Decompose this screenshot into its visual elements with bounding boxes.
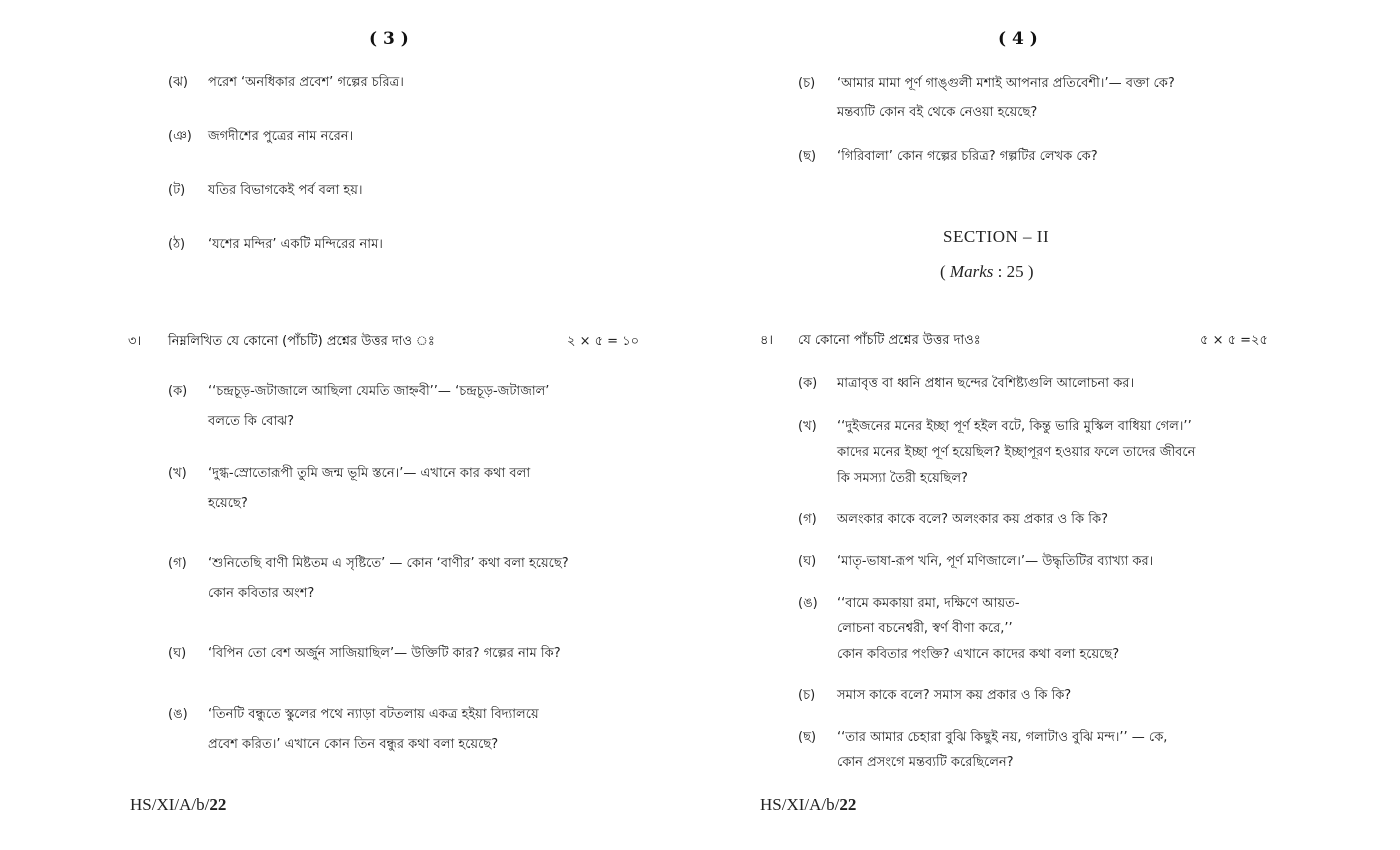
q4-ka-line1: মাত্রাবৃত্ত বা ধ্বনি প্রধান ছন্দের বৈশিষ্ট্যগুলি আলোচনা কর। bbox=[837, 376, 1135, 391]
marks-label: Marks bbox=[949, 262, 994, 281]
left-item-ta-text: যতির বিভাগকেই পর্ব বলা হয়। bbox=[208, 183, 363, 198]
q3-gha-line1: ‘বিপিন তো বেশ অর্জুন সাজিয়াছিল’— উক্তিটি কার? গল্পের নাম কি? bbox=[208, 646, 561, 661]
q4-ga-marker: (গ) bbox=[798, 512, 817, 527]
q4-uma-line2: লোচনা বচনেশ্বরী, স্বর্ণ বীণা করে,’’ bbox=[837, 621, 1013, 636]
question-3-text: নিম্নলিখিত যে কোনো (পাঁচটি) প্রশ্নের উত্তর দাও ঃ bbox=[168, 334, 435, 349]
q3-kha-line1: ‘দুগ্ধ-স্রোতোরূপী তুমি জন্ম ভূমি স্তনে।’— এখানে কার কথা বলা bbox=[208, 466, 531, 481]
q3-ga-marker: (গ) bbox=[168, 556, 187, 571]
right-footer-prefix: HS/XI/A/b/ bbox=[760, 795, 840, 814]
right-item-cha-line2: মন্তব্যটি কোন বই থেকে নেওয়া হয়েছে? bbox=[837, 105, 1038, 120]
q3-ka-line2: বলতে কি বোঝ? bbox=[208, 414, 294, 429]
question-4-marks: ৫ × ৫ =২৫ bbox=[1200, 333, 1268, 348]
question-3-marks: ২ × ৫ = ১০ bbox=[567, 334, 640, 349]
q4-uma-marker: (ঙ) bbox=[798, 596, 818, 611]
q4-kha-line2: কাদের মনের ইচ্ছা পূর্ণ হয়েছিল? ইচ্ছাপূরণ হওয়ার ফলে তাদের জীবনে bbox=[837, 445, 1196, 460]
marks-value: : 25 ) bbox=[993, 262, 1034, 281]
q4-uma-line3: কোন কবিতার পংক্তি? এখানে কাদের কথা বলা হয়েছে? bbox=[837, 647, 1120, 662]
marks-open: ( bbox=[940, 262, 950, 281]
q3-ga-line2: কোন কবিতার অংশ? bbox=[208, 586, 315, 601]
q4-uma-line1: ‘‘বামে কমকায়া রমা, দক্ষিণে আয়ত- bbox=[837, 596, 1020, 611]
left-item-tha-text: ‘যশের মন্দির’ একটি মন্দিরের নাম। bbox=[208, 237, 383, 252]
q4-chha-marker: (ছ) bbox=[798, 730, 817, 745]
right-footer-code bbox=[760, 795, 856, 815]
left-item-tha-marker: (ঠ) bbox=[168, 237, 186, 252]
left-item-nya-marker: (ঞ) bbox=[168, 129, 192, 144]
q4-gha-line1: ‘মাতৃ-ভাষা-রূপ খনি, পূর্ণ মণিজালে।’— উদ্ধৃতিটির ব্যাখ্যা কর। bbox=[837, 554, 1154, 569]
q3-ka-line1: ‘‘চন্দ্রচূড়-জটাজালে আছিলা যেমতি জাহ্নবী’’— ‘চন্দ্রচূড়-জটাজাল’ bbox=[208, 384, 550, 399]
q4-ka-marker: (ক) bbox=[798, 376, 818, 391]
q3-ga-line1: ‘শুনিতেছি বাণী মিষ্টতম এ সৃষ্টিতে’ — কোন ‘বাণীর’ কথা বলা হয়েছে? bbox=[208, 556, 569, 571]
right-item-cha-line1: ‘আমার মামা পূর্ণ গাঙ্গুলী মশাই আপনার প্রতিবেশী।’— বক্তা কে? bbox=[837, 76, 1175, 91]
q3-kha-marker: (খ) bbox=[168, 466, 187, 481]
q4-kha-marker: (খ) bbox=[798, 419, 817, 434]
left-item-nya-text: জগদীশের পুত্রের নাম নরেন। bbox=[208, 129, 354, 144]
q4-kha-line3: কি সমস্যা তৈরী হয়েছিল? bbox=[837, 471, 968, 486]
q4-chha-line1: ‘‘তার আমার চেহারা বুঝি কিছুই নয়, গলাটাও বুঝি মন্দ।’’ — কে, bbox=[837, 730, 1168, 745]
q3-gha-marker: (ঘ) bbox=[168, 646, 187, 661]
right-footer-number: 22 bbox=[839, 795, 857, 814]
section-marks bbox=[940, 262, 1034, 282]
left-footer-prefix: HS/XI/A/b/ bbox=[130, 795, 210, 814]
right-item-chha-marker: (ছ) bbox=[798, 149, 817, 164]
left-footer-number: 22 bbox=[209, 795, 227, 814]
left-item-ta-marker: (ট) bbox=[168, 183, 186, 198]
q4-cha-marker: (চ) bbox=[798, 688, 816, 703]
q3-uma-marker: (ঙ) bbox=[168, 707, 188, 722]
question-4-text: যে কোনো পাঁচটি প্রশ্নের উত্তর দাওঃ bbox=[798, 333, 981, 348]
question-4-number: ৪। bbox=[760, 333, 774, 348]
left-page-number: ( 3 ) bbox=[369, 29, 409, 49]
q3-kha-line2: হয়েছে? bbox=[208, 496, 248, 511]
q4-ga-line1: অলংকার কাকে বলে? অলংকার কয় প্রকার ও কি কি? bbox=[837, 512, 1108, 527]
q3-ka-marker: (ক) bbox=[168, 384, 188, 399]
left-item-jha-text: পরেশ ‘অনধিকার প্রবেশ’ গল্পের চরিত্র। bbox=[208, 75, 404, 90]
left-footer-code bbox=[130, 795, 226, 815]
q4-kha-line1: ‘‘দুইজনের মনের ইচ্ছা পূর্ণ হইল বটে, কিন্তু ভারি মুস্কিল বাধিয়া গেল।’’ bbox=[837, 419, 1192, 434]
right-item-chha-line1: ‘গিরিবালা’ কোন গল্পের চরিত্র? গল্পটির লেখক কে? bbox=[837, 149, 1098, 164]
q4-cha-line1: সমাস কাকে বলে? সমাস কয় প্রকার ও কি কি? bbox=[837, 688, 1072, 703]
right-page-number: ( 4 ) bbox=[998, 29, 1038, 49]
q4-chha-line2: কোন প্রসংগে মন্তব্যটি করেছিলেন? bbox=[837, 755, 1014, 770]
section-title: SECTION – II bbox=[943, 227, 1050, 246]
q3-uma-line2: প্রবেশ করিত।’ এখানে কোন তিন বন্ধুর কথা বলা হয়েছে? bbox=[208, 737, 499, 752]
right-item-cha-marker: (চ) bbox=[798, 76, 816, 91]
q4-gha-marker: (ঘ) bbox=[798, 554, 817, 569]
question-3-number: ৩। bbox=[128, 334, 142, 349]
left-item-jha-marker: (ঝ) bbox=[168, 75, 188, 90]
q3-uma-line1: ‘তিনটি বন্ধুতে স্কুলের পথে ন্যাড়া বটতলায় একত্র হইয়া বিদ্যালয়ে bbox=[208, 707, 539, 722]
